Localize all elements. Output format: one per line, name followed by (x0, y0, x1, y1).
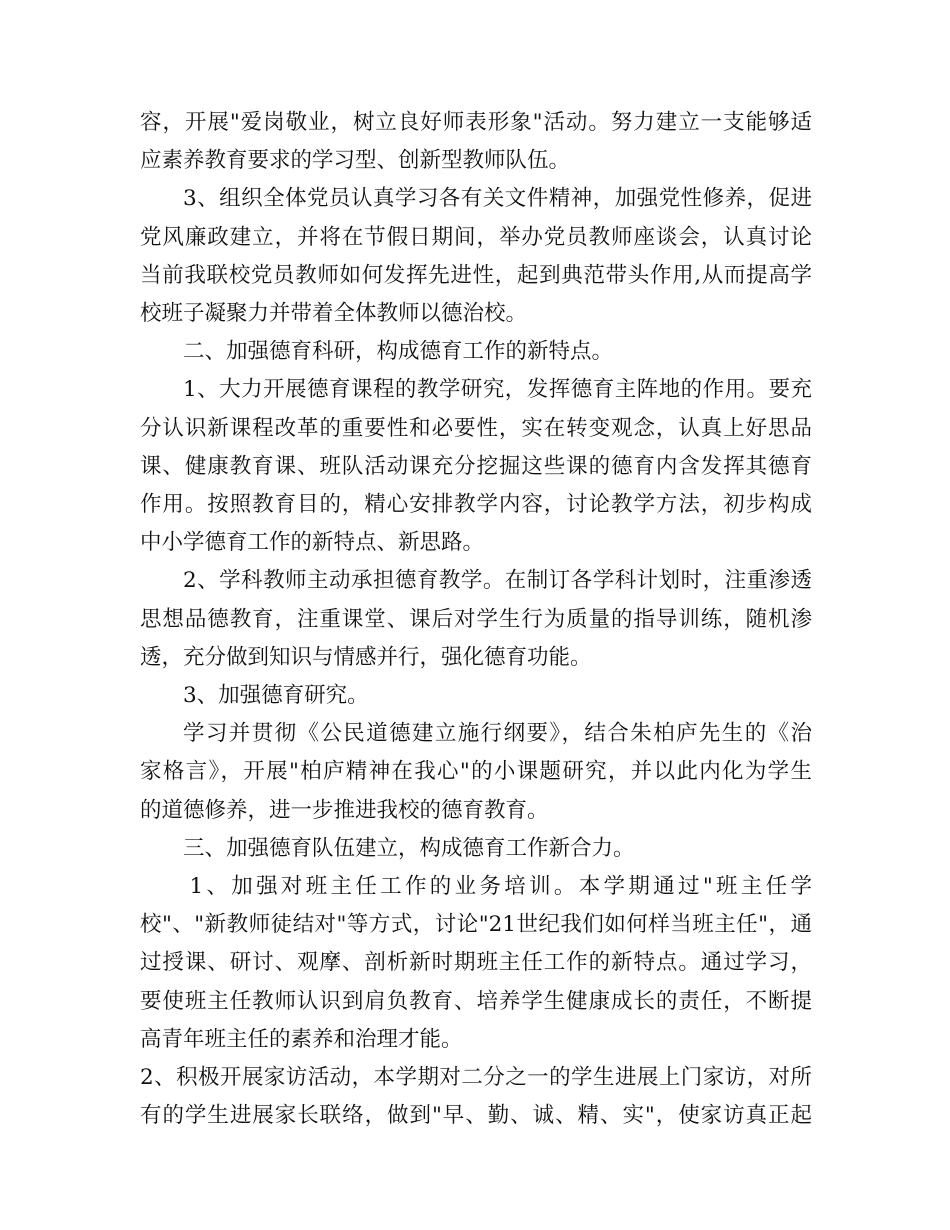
text-line: 党风廉政建立，并将在节假日期间，举办党员教师座谈会，认真讨论 (140, 224, 812, 250)
text-line: 校班子凝聚力并带着全体教师以德治校。 (140, 301, 528, 327)
text-line: 的道德修养，进一步推进我校的德育教育。 (140, 797, 549, 823)
text-line: 2、学科教师主动承担德育教学。在制订各学科计划时，注重渗透 (183, 568, 812, 594)
text-line: 分认识新课程改革的重要性和必要性，实在转变观念，认真上好思品 (140, 415, 812, 441)
text-line: 课、健康教育课、班队活动课充分挖掘这些课的德育内含发挥其德育 (140, 453, 812, 479)
paragraph-5 (140, 562, 812, 677)
text-line: 当前我联校党员教师如何发挥先进性，起到典范带头作用,从而提高学 (140, 262, 812, 288)
text-line: 容，开展"爱岗敬业，树立良好师表形象"活动。努力建立一支能够适 (140, 110, 812, 135)
text-line: 二、加强德育科研，构成德育工作的新特点。 (183, 339, 614, 365)
paragraph-2 (140, 180, 812, 333)
text-line: 三、加强德育队伍建立，构成德育工作新合力。 (183, 835, 635, 861)
text-line: 家格言》，开展"柏庐精神在我心"的小课题研究，并以此内化为学生 (140, 759, 812, 785)
text-line: 中小学德育工作的新特点、新思路。 (140, 530, 485, 556)
document-body (140, 104, 812, 1135)
text-line: 学习并贯彻《公民道德建立施行纲要》，结合朱柏庐先生的《治 (183, 721, 812, 747)
text-line: 校"、"新教师徒结对"等方式，讨论"21世纪我们如何样当班主任"，通 (140, 912, 812, 938)
text-line: 3、组织全体党员认真学习各有关文件精神，加强党性修养，促进 (183, 186, 812, 212)
text-line: 作用。按照教育目的，精心安排教学内容，讨论教学方法，初步构成 (140, 492, 812, 518)
text-line: 1、大力开展德育课程的教学研究，发挥德育主阵地的作用。要充 (183, 377, 812, 403)
text-line: 过授课、研讨、观摩、剖析新时期班主任工作的新特点。通过学习， (140, 950, 812, 976)
paragraph-6 (140, 677, 812, 715)
text-line: 高青年班主任的素养和治理才能。 (140, 1026, 463, 1052)
paragraph-7 (140, 715, 812, 830)
paragraph-4 (140, 371, 812, 562)
paragraph-10 (140, 1059, 812, 1135)
paragraph-1 (140, 104, 812, 180)
text-line: 有的学生进展家长联络，做到"早、勤、诚、精、实"，使家访真正起 (140, 1103, 812, 1129)
text-line: 思想品德教育，注重课堂、课后对学生行为质量的指导训练，随机渗 (140, 606, 812, 632)
text-line: 透，充分做到知识与情感并行，强化德育功能。 (140, 644, 592, 670)
section-heading-2 (140, 333, 812, 371)
text-line: 1、加强对班主任工作的业务培训。本学期通过"班主任学 (189, 874, 812, 900)
text-line: 要使班主任教师认识到肩负教育、培养学生健康成长的责任，不断提 (140, 988, 812, 1014)
section-heading-3 (140, 830, 812, 868)
text-line: 3、加强德育研究。 (183, 683, 369, 709)
paragraph-9 (140, 868, 812, 1059)
text-line: 2、积极开展家访活动，本学期对二分之一的学生进展上门家访，对所 (140, 1065, 812, 1091)
text-line: 应素养教育要求的学习型、创新型教师队伍。 (140, 148, 571, 174)
